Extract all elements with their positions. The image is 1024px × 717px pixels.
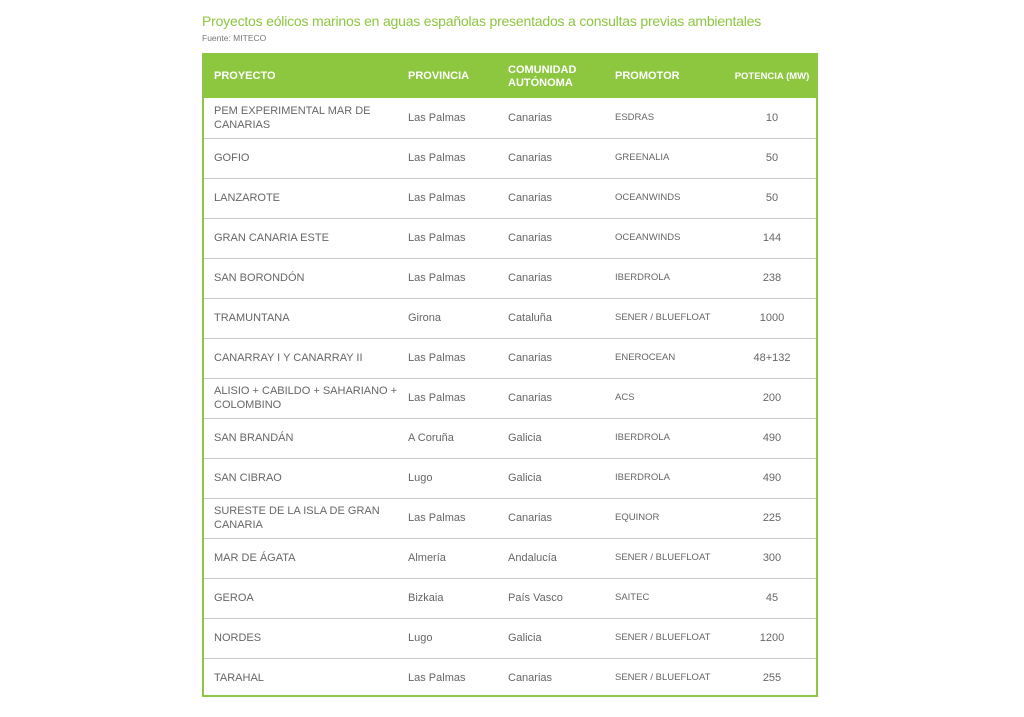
cell-promotor: ESDRAS [605, 98, 728, 138]
cell-comunidad: Canarias [498, 138, 605, 178]
cell-potencia: 238 [728, 258, 816, 298]
table-row [204, 618, 816, 658]
cell-comunidad: Canarias [498, 98, 605, 138]
table-row [204, 578, 816, 618]
header-provincia: PROVINCIA [408, 70, 470, 82]
cell-proyecto: CANARRAY I Y CANARRAY II [204, 338, 398, 378]
cell-provincia: Las Palmas [398, 138, 498, 178]
projects-table [204, 55, 816, 698]
cell-provincia: Las Palmas [398, 98, 498, 138]
table-row [204, 378, 816, 418]
table-row [204, 298, 816, 338]
cell-provincia: Las Palmas [398, 218, 498, 258]
cell-provincia: Las Palmas [398, 178, 498, 218]
cell-promotor: SENER / BLUEFLOAT [605, 618, 728, 658]
cell-promotor: IBERDROLA [605, 418, 728, 458]
cell-comunidad: País Vasco [498, 578, 605, 618]
table-row [204, 98, 816, 138]
cell-proyecto: SAN BRANDÁN [204, 418, 398, 458]
cell-comunidad: Canarias [498, 258, 605, 298]
cell-comunidad: Canarias [498, 338, 605, 378]
table-row [204, 418, 816, 458]
table-row [204, 178, 816, 218]
table-body [204, 98, 816, 698]
cell-proyecto: SAN BORONDÓN [204, 258, 398, 298]
cell-provincia: Las Palmas [398, 378, 498, 418]
cell-provincia: Las Palmas [408, 672, 466, 685]
cell-comunidad: Galicia [498, 418, 605, 458]
cell-promotor: EQUINOR [605, 498, 728, 538]
table-row [204, 658, 816, 698]
cell-potencia: 300 [728, 538, 816, 578]
cell-promotor: SENER / BLUEFLOAT [615, 672, 711, 684]
cell-potencia: 490 [728, 458, 816, 498]
header-potencia: POTENCIA (MW) [734, 71, 810, 82]
cell-provincia: Las Palmas [398, 258, 498, 298]
cell-proyecto: NORDES [204, 618, 398, 658]
cell-potencia: 1000 [728, 298, 816, 338]
cell-provincia: Girona [398, 298, 498, 338]
cell-promotor: OCEANWINDS [605, 218, 728, 258]
cell-promotor: OCEANWINDS [605, 178, 728, 218]
cell-proyecto: PEM EXPERIMENTAL MAR DE CANARIAS [204, 98, 398, 138]
cell-proyecto: TARAHAL [214, 672, 264, 685]
cell-promotor: SENER / BLUEFLOAT [605, 298, 728, 338]
cell-proyecto: MAR DE ÁGATA [204, 538, 398, 578]
cell-proyecto: LANZAROTE [204, 178, 398, 218]
cell-promotor: ENEROCEAN [605, 338, 728, 378]
cell-proyecto: SURESTE DE LA ISLA DE GRAN CANARIA [204, 498, 398, 538]
cell-provincia: A Coruña [398, 418, 498, 458]
cell-comunidad: Galicia [498, 618, 605, 658]
cell-potencia: 50 [728, 138, 816, 178]
cell-potencia: 10 [728, 98, 816, 138]
cell-promotor: IBERDROLA [605, 458, 728, 498]
header-promotor: PROMOTOR [615, 70, 680, 82]
cell-proyecto: GOFIO [204, 138, 398, 178]
projects-table-frame [202, 53, 818, 697]
cell-potencia: 490 [728, 418, 816, 458]
cell-potencia: 144 [728, 218, 816, 258]
table-row [204, 498, 816, 538]
cell-comunidad: Canarias [498, 498, 605, 538]
cell-potencia: 255 [762, 672, 782, 685]
table-row [204, 458, 816, 498]
cell-provincia: Las Palmas [398, 498, 498, 538]
cell-comunidad: Canarias [498, 218, 605, 258]
cell-promotor: SENER / BLUEFLOAT [605, 538, 728, 578]
cell-provincia: Las Palmas [398, 338, 498, 378]
cell-provincia: Lugo [398, 458, 498, 498]
cell-promotor: IBERDROLA [605, 258, 728, 298]
cell-potencia: 45 [728, 578, 816, 618]
cell-proyecto: GEROA [204, 578, 398, 618]
cell-provincia: Lugo [398, 618, 498, 658]
table-row [204, 258, 816, 298]
cell-comunidad: Canarias [498, 378, 605, 418]
cell-potencia: 1200 [728, 618, 816, 658]
cell-proyecto: TRAMUNTANA [204, 298, 398, 338]
cell-potencia: 48+132 [728, 338, 816, 378]
page-title: Proyectos eólicos marinos en aguas españolas presentados a consultas previas ambientales [202, 13, 762, 29]
cell-promotor: ACS [605, 378, 728, 418]
cell-proyecto: SAN CIBRAO [204, 458, 398, 498]
cell-promotor: SAITEC [605, 578, 728, 618]
table-header-row [204, 55, 816, 98]
header-proyecto: PROYECTO [214, 70, 276, 82]
cell-proyecto: GRAN CANARIA ESTE [204, 218, 398, 258]
header-comunidad: COMUNIDAD AUTÓNOMA [508, 63, 577, 89]
cell-comunidad: Canarias [508, 672, 553, 685]
cell-provincia: Bizkaia [398, 578, 498, 618]
cell-proyecto: ALISIO + CABILDO + SAHARIANO + COLOMBINO [204, 378, 398, 418]
cell-comunidad: Cataluña [498, 298, 605, 338]
cell-comunidad: Andalucía [498, 538, 605, 578]
table-row [204, 218, 816, 258]
cell-provincia: Almería [398, 538, 498, 578]
cell-comunidad: Galicia [498, 458, 605, 498]
table-row [204, 138, 816, 178]
cell-potencia: 50 [728, 178, 816, 218]
cell-comunidad: Canarias [498, 178, 605, 218]
cell-potencia: 200 [728, 378, 816, 418]
source-note: Fuente: MITECO [202, 33, 267, 43]
table-row [204, 538, 816, 578]
cell-promotor: GREENALIA [605, 138, 728, 178]
table-row [204, 338, 816, 378]
cell-potencia: 225 [728, 498, 816, 538]
